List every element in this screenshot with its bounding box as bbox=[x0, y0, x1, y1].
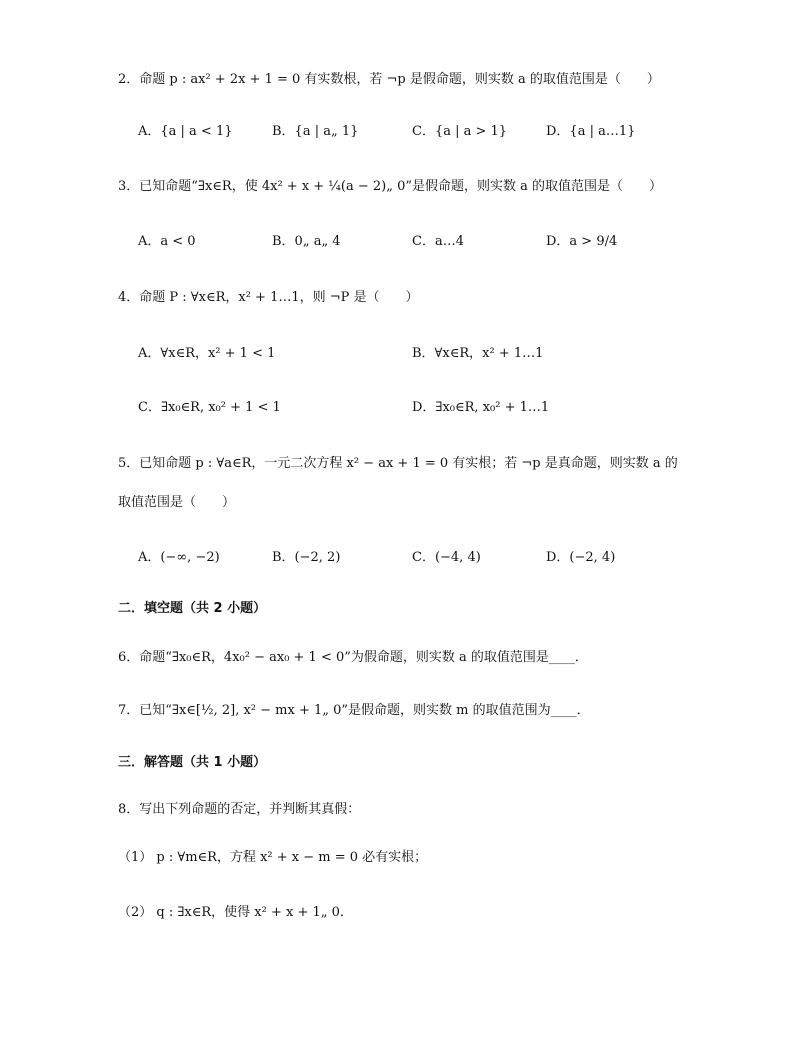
question-2-stem: 2．命题 p : ax² + 2x + 1 = 0 有实数根，若 ¬p 是假命题，则实数 a 的取值范围是（ ） bbox=[118, 72, 660, 87]
section-answer-heading: 三．解答题（共 1 小题） bbox=[118, 755, 267, 770]
question-3-option-b: B．0„ a„ 4 bbox=[272, 234, 341, 249]
question-4-option-d: D．∃x₀∈R, x₀² + 1…1 bbox=[412, 400, 550, 415]
question-4-option-a: A．∀x∈R，x² + 1 < 1 bbox=[138, 346, 276, 361]
question-5-option-b: B．(−2, 2) bbox=[272, 550, 341, 565]
question-4-option-b: B．∀x∈R，x² + 1…1 bbox=[412, 346, 544, 361]
question-4-option-c: C．∃x₀∈R, x₀² + 1 < 1 bbox=[138, 400, 281, 415]
question-3-option-a: A．a < 0 bbox=[138, 234, 196, 249]
question-5-option-c: C．(−4, 4) bbox=[412, 550, 481, 565]
question-6-stem: 6．命题“∃x₀∈R，4x₀² − ax₀ + 1 < 0”为假命题，则实数 a 的取值范围是____． bbox=[118, 650, 588, 665]
question-2-option-c: C．{a | a > 1} bbox=[412, 124, 508, 139]
question-7-stem: 7．已知“∃x∈[½, 2], x² − mx + 1„ 0”是假命题，则实数 m 的取值范围为____． bbox=[118, 703, 590, 718]
question-5-stem-line-1: 5．已知命题 p : ∀a∈R，一元二次方程 x² − ax + 1 = 0 有实根；若 ¬p 是真命题，则实数 a 的 bbox=[118, 456, 678, 471]
section-fill-in-heading: 二．填空题（共 2 小题） bbox=[118, 601, 267, 616]
question-3-option-d: D．a > 9/4 bbox=[546, 234, 618, 249]
question-2-option-b: B．{a | a„ 1} bbox=[272, 124, 359, 139]
question-3-stem: 3．已知命题“∃x∈R，使 4x² + x + ¼(a − 2)„ 0”是假命题，则实数 a 的取值范围是（ ） bbox=[118, 179, 663, 194]
question-5-option-d: D．(−2, 4) bbox=[546, 550, 616, 565]
question-8-part-1: （1） p : ∀m∈R，方程 x² + x − m = 0 必有实根； bbox=[118, 850, 428, 865]
question-8-part-2: （2） q : ∃x∈R，使得 x² + x + 1„ 0． bbox=[118, 905, 353, 920]
question-5-option-a: A．(−∞, −2) bbox=[138, 550, 220, 565]
question-2-option-d: D．{a | a…1} bbox=[546, 124, 636, 139]
question-4-stem: 4．命题 P : ∀x∈R，x² + 1…1，则 ¬P 是（ ） bbox=[118, 290, 419, 305]
question-2-option-a: A．{a | a < 1} bbox=[138, 124, 233, 139]
question-5-stem-line-2: 取值范围是（ ） bbox=[118, 495, 236, 510]
question-3-option-c: C．a…4 bbox=[412, 234, 464, 249]
question-8-stem: 8．写出下列命题的否定，并判断其真假： bbox=[118, 802, 361, 817]
